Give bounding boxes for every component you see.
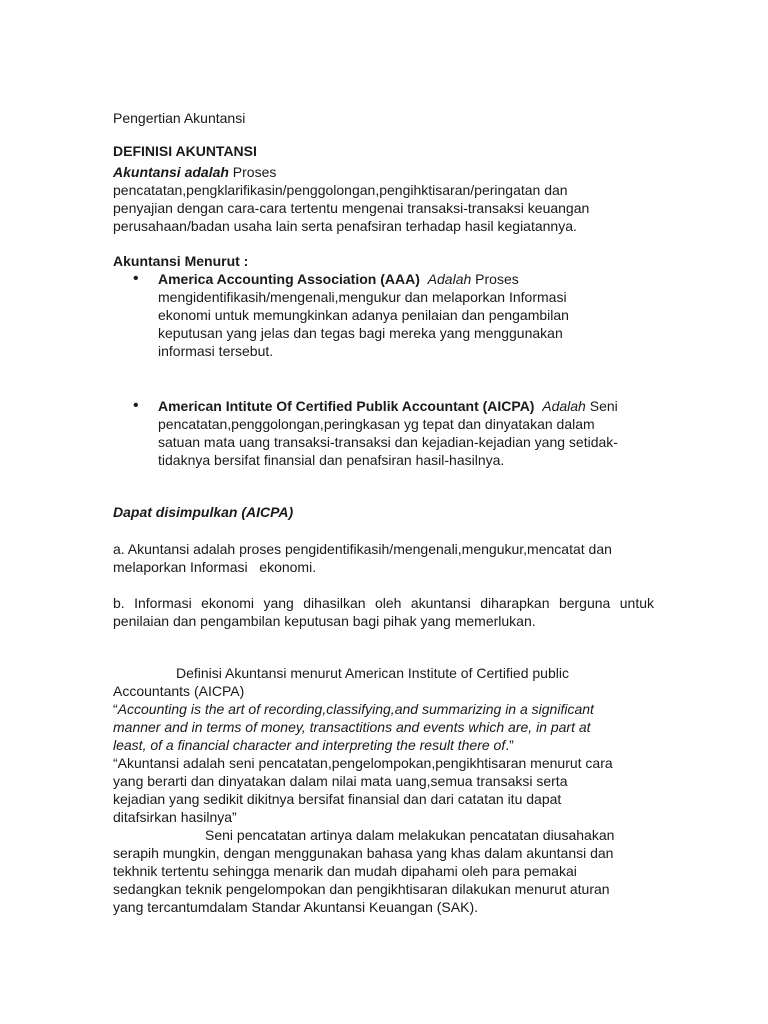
bullet-icon: •: [133, 270, 139, 287]
indonesian-quote-line: ditafsirkan hasilnya”: [113, 809, 237, 825]
seni-line: yang tercantumdalam Standar Akuntansi Keuangan (SAK).: [113, 899, 478, 915]
aicpa-line: pencatatan,penggolongan,peringkasan yg tepat dan dinyatakan dalam: [158, 416, 595, 432]
page-title: Pengertian Akuntansi: [113, 110, 246, 126]
indonesian-quote: [113, 754, 654, 826]
akuntansi-lead: Akuntansi adalah: [113, 164, 229, 180]
aicpa-line: tidaknya bersifat finansial dan penafsiran hasil-hasilnya.: [158, 452, 505, 468]
aicpa-adalah: Adalah: [542, 398, 586, 414]
aaa-line: ekonomi untuk memungkinkan adanya penilaian dan pengambilan: [158, 307, 569, 323]
seni-paragraph: [113, 826, 654, 916]
akuntansi-line: pencatatan,pengklarifikasin/penggolongan,pengihktisaran/peringatan dan: [113, 182, 568, 198]
akuntansi-lead-rest: Proses: [228, 164, 277, 180]
definition-intro-line: Definisi Akuntansi menurut American Institute of Certified public: [176, 665, 569, 681]
akuntansi-line: penyajian dengan cara-cara tertentu mengenai transaksi-transaksi keuangan: [113, 200, 590, 216]
aicpa-first: Seni: [585, 398, 618, 414]
seni-line: serapih mungkin, dengan menggunakan bahasa yang khas dalam akuntansi dan: [113, 845, 614, 861]
english-quote-line: manner and in terms of money, transactitions and events which are, in part at: [113, 719, 591, 735]
aaa-line: mengidentifikasih/mengenali,mengukur dan melaporkan Informasi: [158, 289, 567, 305]
aaa-adalah: Adalah: [427, 271, 472, 287]
english-quote-line: least, of a financial character and interpreting the result there of: [113, 737, 506, 753]
menurut-heading: Akuntansi Menurut :: [113, 253, 249, 269]
aaa-name: America Accounting Association (AAA): [158, 271, 420, 287]
indonesian-quote-line: kejadian yang sedikit dikitnya bersifat finansial dan dari catatan itu dapat: [113, 791, 562, 807]
point-a-line: melaporkan Informasi ekonomi.: [113, 559, 317, 575]
seni-line: tekhnik tertentu sehingga menarik dan mudah dipahami oleh para pemakai: [113, 863, 577, 879]
aaa-line: keputusan yang jelas dan tegas bagi mereka yang menggunakan: [158, 325, 563, 341]
aaa-first: Proses: [471, 271, 519, 287]
indonesian-quote-line: yang berarti dan dinyatakan dalam nilai mata uang,semua transaksi serta: [113, 773, 568, 789]
point-b-line: b. Informasi ekonomi yang dihasilkan oleh akuntansi diharapkan berguna untuk: [113, 595, 654, 611]
definition-intro: [113, 664, 654, 700]
quote-close: .”: [505, 737, 514, 753]
point-a: [113, 540, 654, 576]
definition-intro-line: Accountants (AICPA): [113, 683, 245, 699]
aaa-definition: [158, 270, 658, 360]
akuntansi-definition: [113, 163, 633, 235]
disimpulkan-heading: Dapat disimpulkan (AICPA): [113, 504, 294, 520]
point-a-line: a. Akuntansi adalah proses pengidentifikasih/mengenali,mengukur,mencatat dan: [113, 541, 612, 557]
aicpa-name: American Intitute Of Certified Publik Accountant (AICPA): [158, 398, 535, 414]
seni-line: sedangkan teknik pengelompokan dan pengikhtisaran dilakukan menurut aturan: [113, 881, 610, 897]
akuntansi-line: perusahaan/badan usaha lain serta penafsiran terhadap hasil kegiatannya.: [113, 218, 577, 234]
english-quote: [113, 700, 654, 754]
aicpa-line: satuan mata uang transaksi-transaksi dan kejadian-kejadian yang setidak-: [158, 434, 618, 450]
seni-line: Seni pencatatan artinya dalam melakukan pencatatan diusahakan: [205, 827, 615, 843]
indonesian-quote-line: “Akuntansi adalah seni pencatatan,pengelompokan,pengikhtisaran menurut cara: [113, 755, 613, 771]
quote-open: “: [113, 701, 118, 717]
point-b-line: penilaian dan pengambilan keputusan bagi pihak yang memerlukan.: [113, 613, 536, 629]
point-b: [113, 594, 654, 630]
english-quote-line: Accounting is the art of recording,classifying,and summarizing in a significant: [117, 701, 594, 717]
bullet-icon: •: [133, 397, 139, 414]
aicpa-definition: [158, 397, 658, 469]
definisi-heading: DEFINISI AKUNTANSI: [113, 143, 257, 159]
aaa-line: informasi tersebut.: [158, 343, 274, 359]
